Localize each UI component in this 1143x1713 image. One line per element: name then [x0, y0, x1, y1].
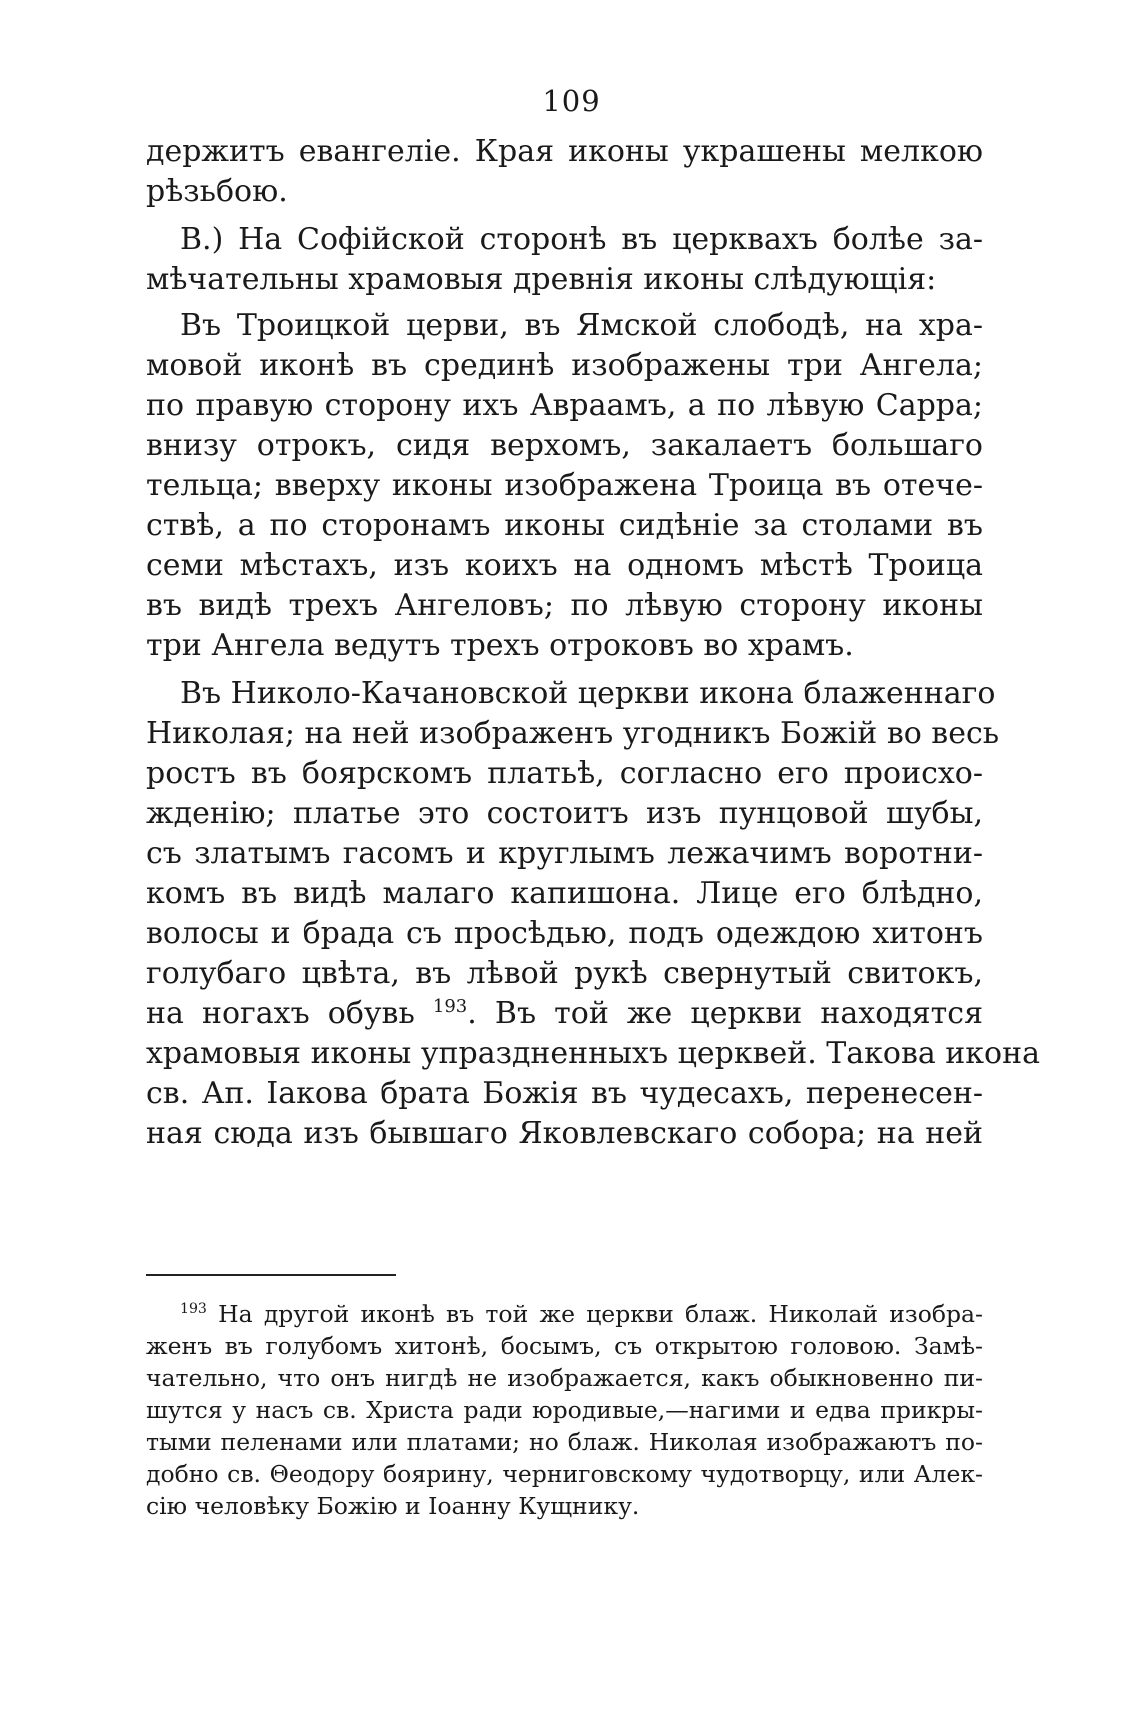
body-line: мовой иконѣ въ срединѣ изображены три Ангела; [146, 348, 983, 383]
body-line-head: на ногахъ обувь [146, 996, 415, 1031]
footnote-line: добно св. Θеодору боярину, черниговскому чудотворцу, или Алек- [146, 1460, 983, 1488]
body-line: рѣзьбою. [146, 174, 288, 209]
body-line: семи мѣстахъ, изъ коихъ на одномъ мѣстѣ Троица [146, 548, 983, 583]
body-line: волосы и брада съ просѣдью, подъ одеждою хитонъ [146, 916, 983, 951]
footnote-line: чательно, что онъ нигдѣ не изображается, какъ обыкновенно пи- [146, 1364, 983, 1392]
footnote-divider [146, 1274, 396, 1276]
footnote-line-text: На другой иконѣ въ той же церкви блаж. Николай изобра- [218, 1300, 983, 1328]
body-line: въ видѣ трехъ Ангеловъ; по лѣвую сторону иконы [146, 588, 983, 623]
body-line: Николая; на ней изображенъ угодникъ Божій во весь [146, 716, 1000, 751]
body-line: тельца; вверху иконы изображена Троица въ отече- [146, 468, 983, 503]
body-line: жденію; платье это состоитъ изъ пунцовой шубы, [146, 796, 983, 831]
body-line: съ златымъ гасомъ и круглымъ лежачимъ воротни- [146, 836, 983, 871]
body-line: Въ Троицкой церви, въ Ямской слободѣ, на хра- [180, 308, 983, 343]
body-line: В.) На Софійской сторонѣ въ церквахъ болѣе за- [180, 222, 983, 257]
footnote-number: 193 [180, 1301, 207, 1318]
footnote-line: тыми пеленами или платами; но блаж. Николая изображаютъ по- [146, 1428, 983, 1456]
body-line: голубаго цвѣта, въ лѣвой рукѣ свернутый свитокъ, [146, 956, 983, 991]
footnote-line: сію человѣку Божію и Іоанну Кущнику. [146, 1492, 640, 1520]
body-line: комъ въ видѣ малаго капишона. Лице его блѣдно, [146, 876, 983, 911]
body-line: Въ Николо-Качановской церкви икона блаженнаго [180, 676, 996, 711]
footnote-ref: 193 [432, 996, 468, 1017]
body-line: по правую сторону ихъ Авраамъ, а по лѣвую Сарра; [146, 388, 983, 423]
body-line: внизу отрокъ, сидя верхомъ, закалаетъ большаго [146, 428, 983, 463]
body-line: св. Ап. Іакова брата Божія въ чудесахъ, перенесен- [146, 1076, 983, 1111]
body-line: храмовыя иконы упраздненныхъ церквей. Такова икона [146, 1036, 1040, 1071]
body-line-with-footnote-ref [146, 994, 983, 1034]
body-line: ствѣ, а по сторонамъ иконы сидѣніе за столами въ [146, 508, 983, 543]
body-line: ная сюда изъ бывшаго Яковлевскаго собора; на ней [146, 1116, 983, 1151]
body-line: ростъ въ боярскомъ платьѣ, согласно его происхо- [146, 756, 983, 791]
body-line-tail: . Въ той же церкви находятся [467, 996, 983, 1031]
page-number: 109 [542, 84, 601, 118]
footnote-line [180, 1298, 983, 1330]
body-line: три Ангела ведутъ трехъ отроковъ во храмъ. [146, 628, 854, 663]
footnote-line: женъ въ голубомъ хитонѣ, босымъ, съ открытою головою. Замѣ- [146, 1332, 983, 1360]
body-line: держитъ евангеліе. Края иконы украшены мелкою [146, 134, 983, 169]
body-line: мѣчательны храмовыя древнія иконы слѣдующія: [146, 262, 937, 297]
footnote-line: шутся у насъ св. Христа ради юродивые,—нагими и едва прикры- [146, 1396, 983, 1424]
